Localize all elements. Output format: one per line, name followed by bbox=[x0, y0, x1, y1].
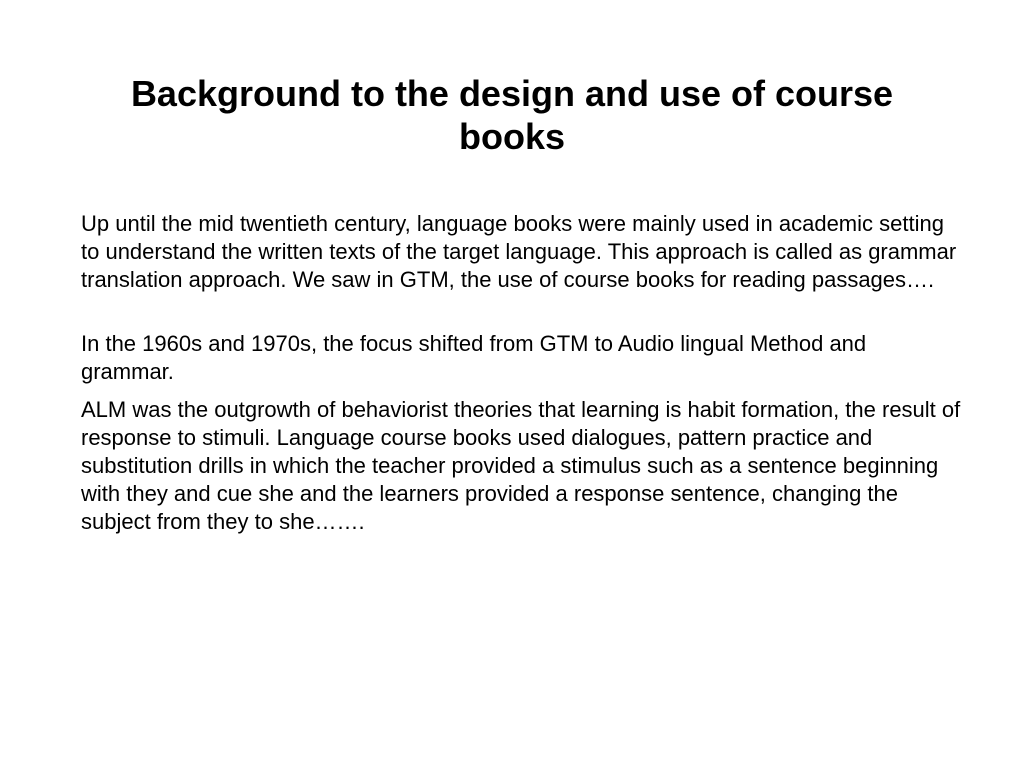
paragraph-alm-behaviorism: ALM was the outgrowth of behaviorist theories that learning is habit formation, the result of response to stimuli. Language course books used dialogues, pattern practice and substitution drills in which the teacher provided a stimulus such as a sentence beginning with they and cue she and the learners provided a response sentence, changing the subject from they to she……. bbox=[81, 397, 961, 534]
paragraph-focus-shift: In the 1960s and 1970s, the focus shifted from GTM to Audio lingual Method and grammar. bbox=[81, 331, 867, 384]
slide-body bbox=[81, 210, 961, 536]
slide-title: Background to the design and use of course books bbox=[130, 73, 894, 157]
paragraph-gtm-history: Up until the mid twentieth century, language books were mainly used in academic setting to understand the written texts of the target language. This approach is called as grammar translation approach. We saw in GTM, the use of course books for reading passages…. bbox=[81, 211, 957, 292]
